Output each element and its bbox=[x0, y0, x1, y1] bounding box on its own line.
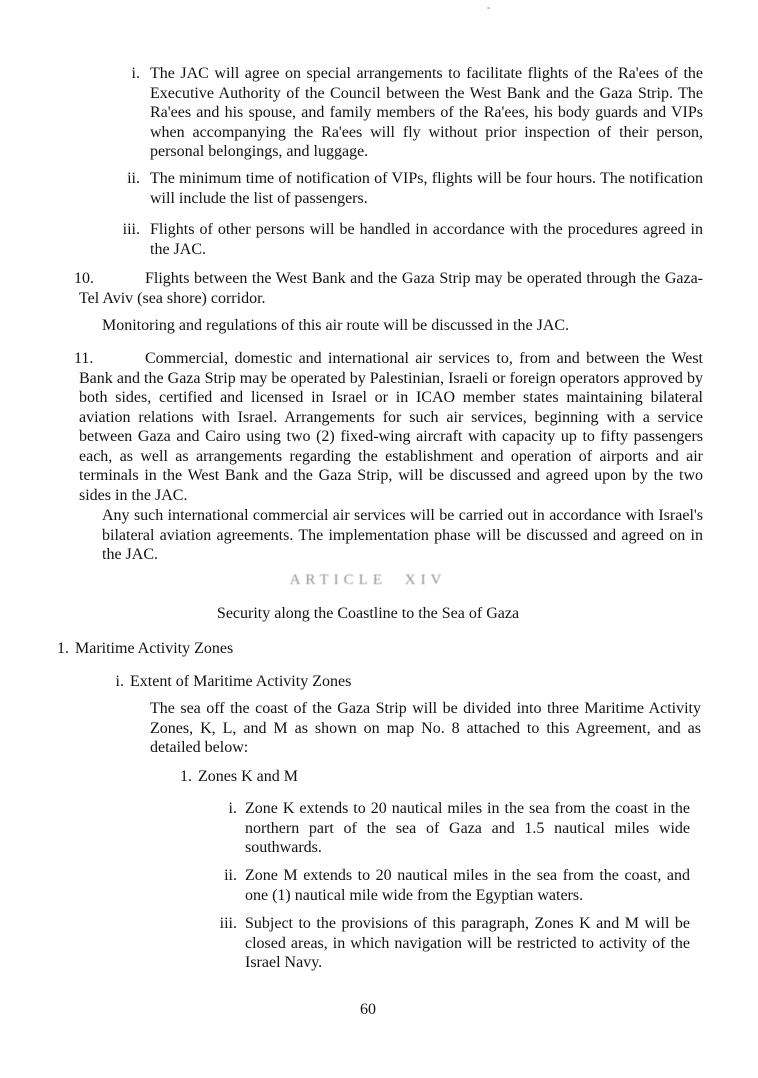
item-marker: ii. bbox=[127, 170, 140, 187]
heading-text: Zones K and M bbox=[198, 768, 298, 785]
item-marker: i. bbox=[115, 673, 124, 690]
clause-ii bbox=[127, 169, 703, 208]
clause-11 bbox=[74, 349, 703, 505]
clause-i bbox=[131, 64, 703, 162]
zone-m-item bbox=[224, 866, 690, 905]
item-marker: iii. bbox=[219, 915, 237, 932]
zone-k-item bbox=[228, 799, 690, 858]
zones-k-m-heading bbox=[180, 767, 298, 787]
clause-text: Zone K extends to 20 nautical miles in the sea from the coast in the northern part of the sea of Gaza and 1.5 nautical miles wide southwards. bbox=[245, 800, 690, 856]
clause-text: Any such international commercial air services will be carried out in accordance with Israel's bilateral aviation agreements. The implementation phase will be discussed and agreed on in the JAC. bbox=[102, 507, 703, 563]
clause-iii bbox=[122, 220, 703, 259]
clause-text: The JAC will agree on special arrangements to facilitate flights of the Ra'ees of the Executive Authority of the Council between the West Bank and the Gaza Strip. The Ra'ees and his spouse, and family members of the Ra'ees, his body guards and VIPs when accompanying the Ra'ees will fly without prior inspection of their person, personal belongings, and luggage. bbox=[150, 65, 703, 160]
item-marker: i. bbox=[228, 800, 237, 817]
clause-11-note bbox=[102, 506, 703, 565]
clause-text: Monitoring and regulations of this air route will be discussed in the JAC. bbox=[102, 317, 570, 334]
page-number: 60 bbox=[360, 1001, 376, 1018]
clause-10 bbox=[74, 269, 703, 308]
extent-heading bbox=[115, 672, 352, 692]
section-title: Security along the Coastline to the Sea of Gaza bbox=[216, 605, 520, 622]
clause-text: Flights of other persons will be handled in accordance with the procedures agreed in the JAC. bbox=[150, 221, 703, 258]
heading-text: Maritime Activity Zones bbox=[75, 640, 234, 657]
item-marker: iii. bbox=[122, 221, 140, 238]
item-marker: 11. bbox=[74, 350, 94, 367]
paragraph-text: The sea off the coast of the Gaza Strip will be divided into three Maritime Activity Zones, K, L, and M as shown on map No. 8 attached to this Agreement, and as detailed below: bbox=[150, 700, 701, 756]
clause-text: Zone M extends to 20 nautical miles in the sea from the coast, and one (1) nautical mile wide from the Egyptian waters. bbox=[245, 867, 690, 904]
item-marker: 1. bbox=[180, 768, 192, 785]
item-marker: i. bbox=[131, 65, 140, 82]
clause-10-note bbox=[102, 316, 703, 336]
clause-text: The minimum time of notification of VIPs, flights will be four hours. The notification will include the list of passengers. bbox=[150, 170, 703, 207]
clause-text: Subject to the provisions of this paragraph, Zones K and M will be closed areas, in which navigation will be restricted to activity of the Israel Navy. bbox=[245, 915, 690, 971]
maritime-zones-heading bbox=[57, 639, 234, 659]
item-marker: 1. bbox=[57, 640, 69, 657]
item-marker: 10. bbox=[74, 270, 94, 287]
scan-speck bbox=[487, 7, 490, 9]
zone-restriction-item bbox=[219, 914, 690, 973]
maritime-intro bbox=[150, 699, 701, 758]
clause-text: Flights between the West Bank and the Gaza Strip may be operated through the Gaza-Tel Aviv (sea shore) corridor. bbox=[79, 270, 703, 307]
clause-text: Commercial, domestic and international air services to, from and between the West Bank and the Gaza Strip may be operated by Palestinian, Israeli or foreign operators approved by both sides, certified and licensed in Israel or in ICAO member states maintaining bilateral aviation relations with Israel. Arrangements for such air services, beginning with a service between Gaza and Cairo using two (2) fixed-wing aircraft with capacity up to fifty passengers each, as well as arrangements regarding the establishment and operation of airports and air terminals in the West Bank and the Gaza Strip, will be discussed and agreed upon by the two sides in the JAC. bbox=[79, 350, 703, 504]
item-marker: ii. bbox=[224, 867, 237, 884]
article-heading: ARTICLE XIV bbox=[289, 572, 447, 588]
heading-text: Extent of Maritime Activity Zones bbox=[130, 673, 352, 690]
